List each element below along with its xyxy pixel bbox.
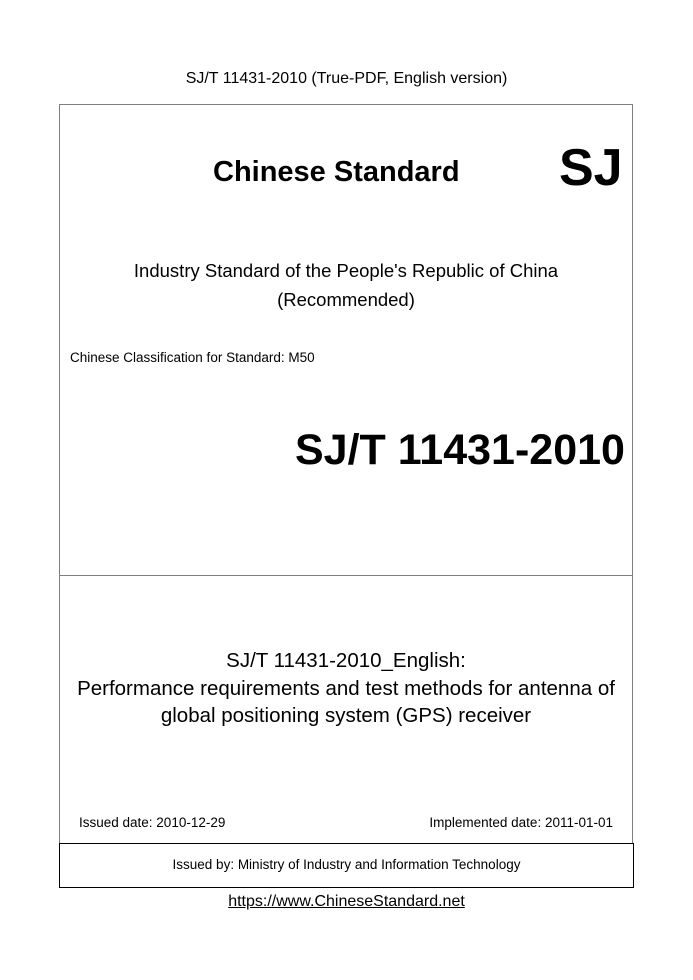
title-line: Performance requirements and test methods for antenna of (77, 676, 615, 700)
implemented-date: Implemented date: 2011-01-01 (429, 815, 613, 830)
issuer-text: Issued by: Ministry of Industry and Information Technology (172, 857, 521, 872)
recommended-line: (Recommended) (277, 289, 415, 310)
cover-heading: Chinese Standard (213, 156, 460, 188)
issuer-box (59, 843, 634, 888)
document-header: SJ/T 11431-2010 (True-PDF, English version) (185, 70, 508, 87)
standard-number: SJ/T 11431-2010 (295, 426, 625, 474)
section-divider (59, 575, 633, 576)
industry-line: Industry Standard of the People's Republic of China (133, 260, 559, 281)
title-line: SJ/T 11431-2010_English: (226, 649, 466, 672)
classification-label: Chinese Classification for Standard: M50 (70, 350, 315, 365)
issued-date: Issued date: 2010-12-29 (79, 815, 226, 830)
standard-mark: SJ (559, 139, 623, 197)
document-title (59, 647, 633, 730)
title-line: global positioning system (GPS) receiver (160, 704, 532, 727)
website-link[interactable]: https://www.ChineseStandard.net (228, 893, 465, 910)
industry-statement (59, 256, 633, 314)
